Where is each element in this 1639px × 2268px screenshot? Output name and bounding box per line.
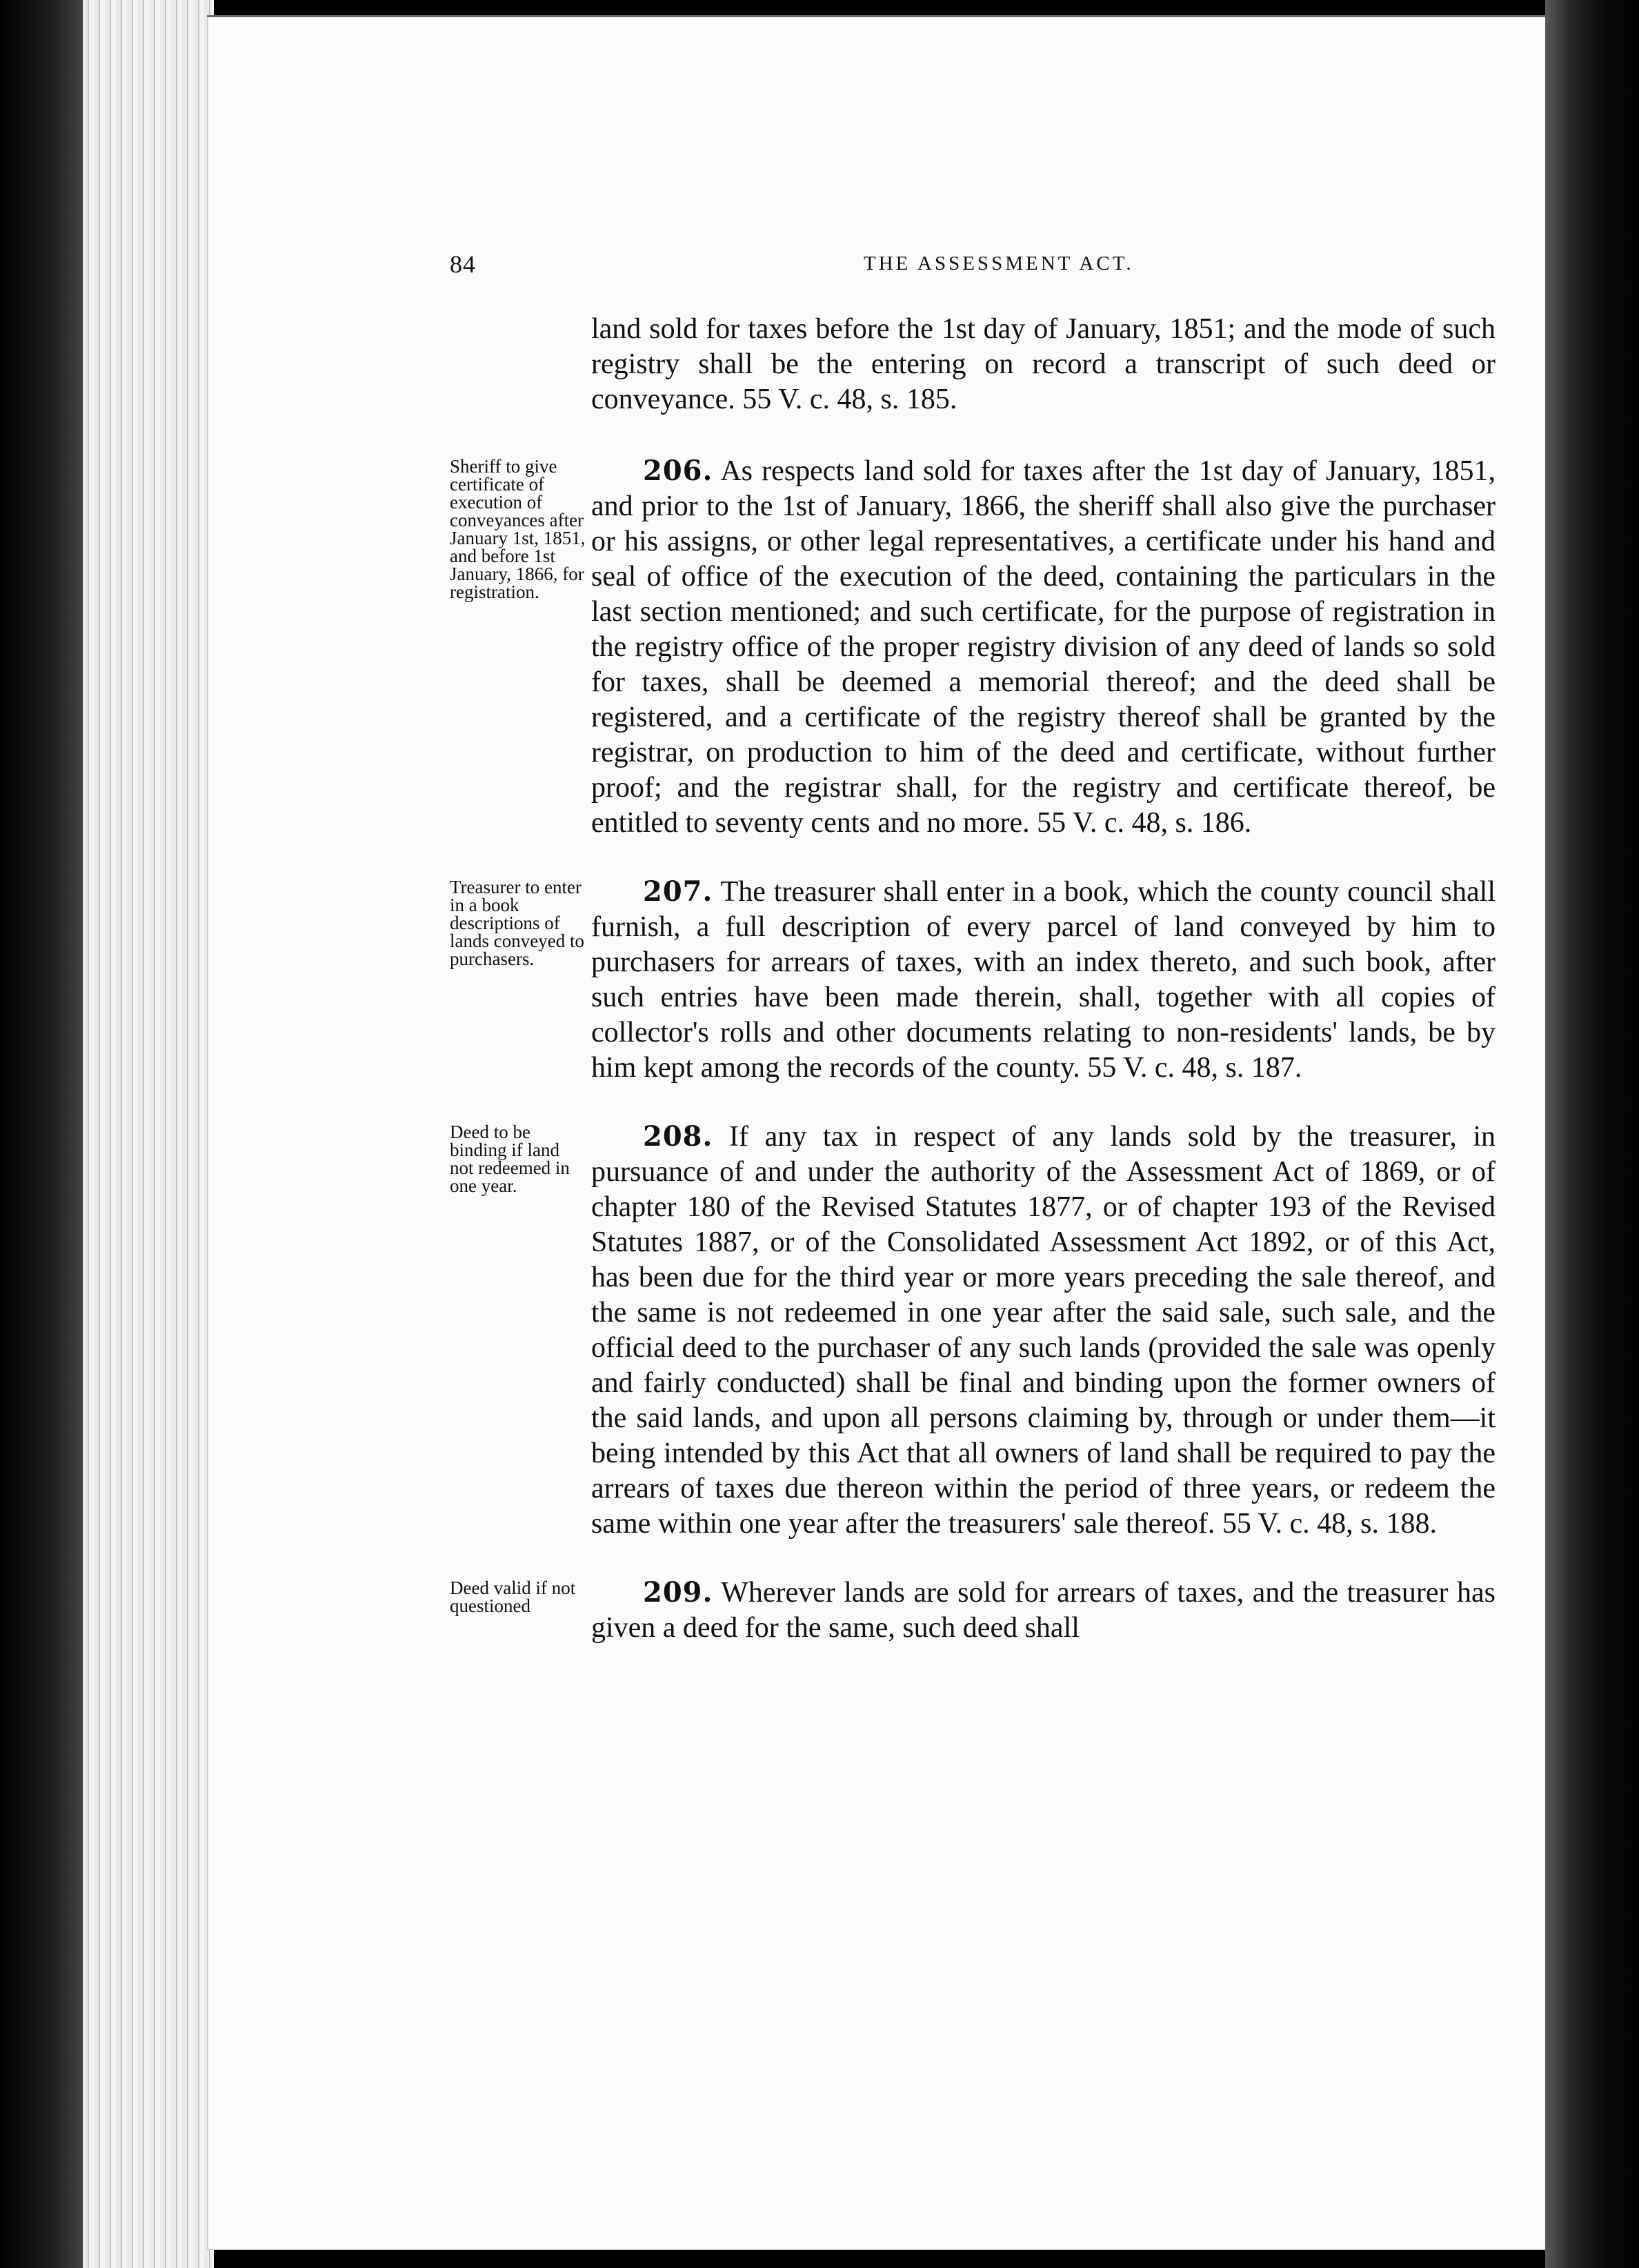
running-head: THE ASSESSMENT ACT. [864, 252, 1134, 275]
page-number: 84 [450, 250, 476, 278]
section-number: 208. [643, 1120, 713, 1153]
book-gutter [1545, 0, 1639, 2268]
section-body [591, 453, 1496, 841]
page-top-border [207, 15, 1552, 27]
section-number: 209. [643, 1576, 713, 1609]
section-209 [450, 1575, 1496, 1646]
section-text: The treasurer shall enter in a book, which the county council shall furnish, a full description of every parcel of land conveyed by him to purchasers for arrears of taxes, with an index thereto, and such book, after such entries have been made therein, shall, together with all copies of collector's rolls and other documents relating to non-residents' lands, be by him kept among the records of the county. 55 V. c. 48, s. 187. [591, 876, 1496, 1084]
section-body [591, 874, 1496, 1086]
section-text: If any tax in respect of any lands sold by the treasurer, in pursuance of and under the authority of the Assessment Act of 1869, or of chapter 180 of the Revised Statutes 1877, or of chapter 193 of the Revised Statutes 1887, or of the Consolidated Assessment Act 1892, or of this Act, has been due for the third year or more years preceding the sale thereof, and the same is not redeemed in one year after the said sale, such sale, and the official deed to the purchaser of any such lands (provided the sale was openly and fairly conducted) shall be final and binding upon the former owners of the said lands, and upon all persons claiming by, through or under them—it being intended by this Act that all owners of land shall be required to pay the arrears of taxes due thereon within the period of three years, or redeem the same within one year after the treasurers' sale thereof. 55 V. c. 48, s. 188. [591, 1121, 1496, 1540]
marginal-note: Treasurer to enter in a book descriptions of lands conveyed to purchasers. [450, 877, 584, 969]
section-number: 207. [643, 875, 713, 908]
marginal-note: Deed to be binding if land not redeemed in one year. [450, 1122, 570, 1196]
page-edges [83, 0, 214, 2268]
section-body [591, 1119, 1496, 1542]
book-edge-shadow [0, 0, 90, 2268]
marginal-note: Deed valid if not questioned [450, 1578, 576, 1616]
section-body [591, 1575, 1496, 1646]
page-header [450, 250, 1496, 291]
section-206 [450, 453, 1496, 841]
section-text: Wherever lands are sold for arrears of taxes, and the treasurer has given a deed for the same, such deed shall [591, 1577, 1496, 1644]
continued-paragraph: land sold for taxes before the 1st day of January, 1851; and the mode of such registry shall be the entering on record a transcript of such deed or conveyance. 55 V. c. 48, s. 185. [591, 313, 1496, 415]
section-text: As respects land sold for taxes after the 1st day of January, 1851, and prior to the 1st of January, 1866, the sheriff shall also give the purchaser or his assigns, or other legal representatives, a certificate under his hand and seal of office of the execution of the deed, containing the particulars in the last section mentioned; and such certificate, for the purpose of registration in the registry office of the proper registry division of any deed of lands so sold for taxes, shall be deemed a memorial thereof; and the deed shall be registered, and a certificate of the registry thereof shall be granted by the registrar, on production to him of the deed and certificate, without further proof; and the registrar shall, for the registry and certificate thereof, be entitled to seventy cents and no more. 55 V. c. 48, s. 186. [591, 455, 1496, 839]
section-207 [450, 874, 1496, 1086]
text-block [450, 312, 1496, 1679]
section-208 [450, 1119, 1496, 1542]
marginal-note: Sheriff to give certificate of execution of conveyances after January 1st, 1851, and before 1st January, 1866, for registration. [450, 456, 586, 602]
section-number: 206. [643, 455, 713, 487]
